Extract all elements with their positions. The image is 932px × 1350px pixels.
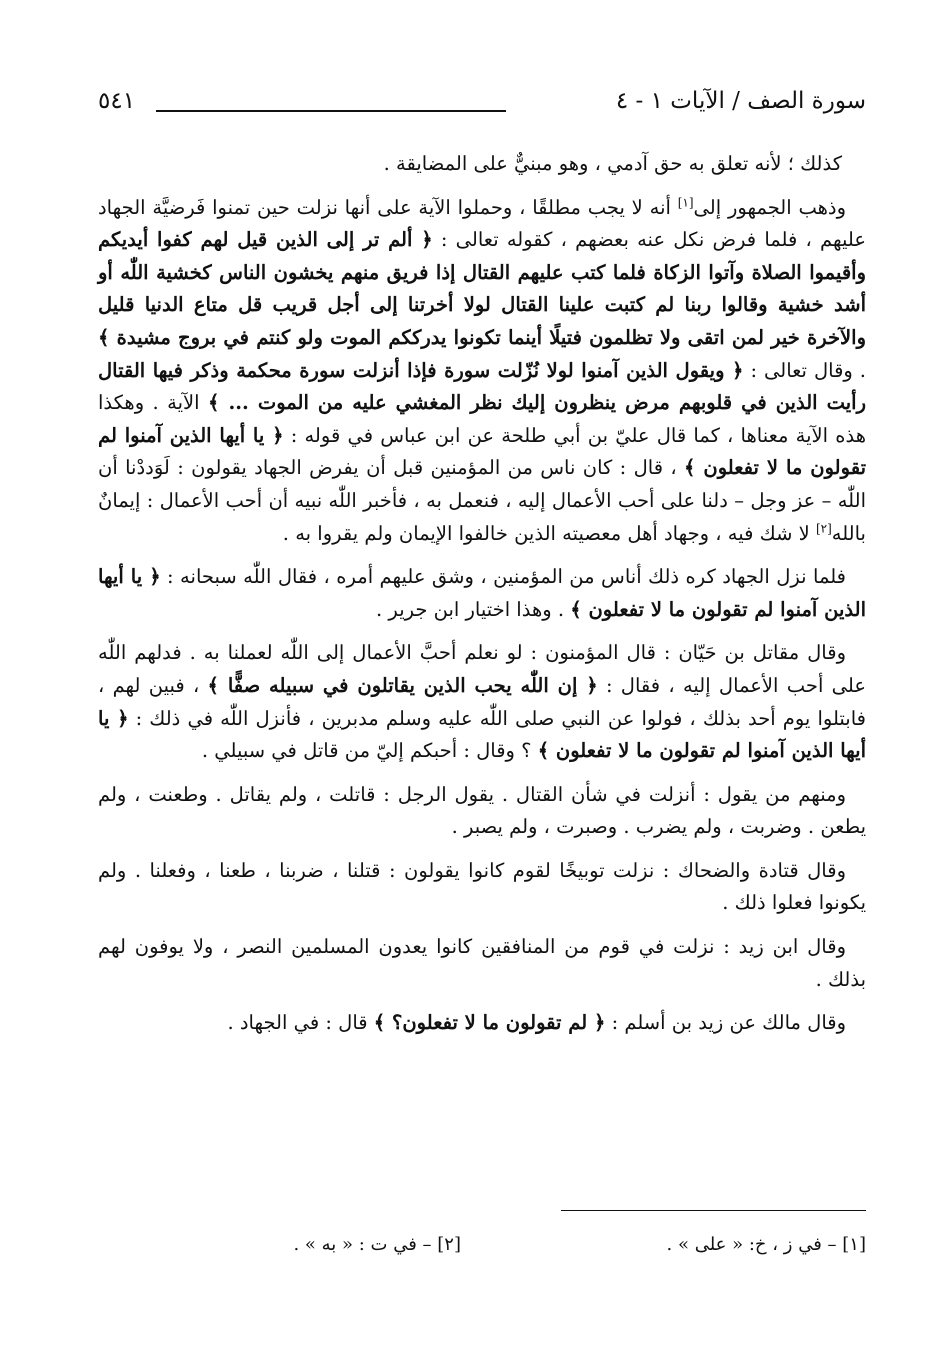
footnote-rule — [561, 1210, 866, 1211]
text-span: الآية . وهكذا هذه الآية معناها ، كما قال عليّ بن أبي طلحة عن ابن عباس في قوله : — [98, 391, 866, 447]
paragraph-8 — [98, 1007, 866, 1040]
text-span: وقال مالك عن زيد بن أسلم : — [605, 1011, 846, 1035]
paragraph-3 — [98, 561, 866, 626]
quran-quote: ﴿ إن اللّٰه يحب الذين يقاتلون في سبيله صفًّا ﴾ — [207, 673, 598, 697]
quran-quote: ﴿ يا أيها الذين آمنوا لم تقولون ما لا تفعلون ﴾ — [98, 423, 866, 480]
quran-quote: ﴿ ألم تر إلى الذين قيل لهم كفوا أيديكم وأقيموا الصلاة وآتوا الزكاة فلما كتب عليهم القتال إذا فريق منهم يخشون الناس كخشية اللّٰه أو أشد خشية وقالوا ربنا لم كتبت علينا القتال لولا أخرتنا إلى أجل قريب قل متاع الدنيا قليل والآخرة خير لمن اتقى ولا تظلمون فتيلًا أينما تكونوا يدرككم الموت ولو كنتم في بروج مشيدة ﴾ — [98, 228, 866, 349]
quran-quote: ﴿ ويقول الذين آمنوا لولا نُزّلت سورة فإذا أنزلت سورة محكمة وذكر فيها القتال رأيت الذين في قلوبهم مرض ينظرون إليك نظر المغشي عليه من الموت ... ﴾ — [98, 358, 866, 415]
header-rule — [156, 110, 506, 112]
text-span: وقال مقاتل بن حَيّان : قال المؤمنون : لو نعلم أحبَّ الأعمال إلى اللّٰه لعملنا به . فدلهم اللّٰه على أحب الأعمال إليه ، فقال : — [98, 641, 866, 697]
running-title: سورة الصف / الآيات ١ - ٤ — [615, 88, 866, 114]
footnote-2: [٢] – في ت : « به » . — [293, 1234, 461, 1255]
quran-quote: ﴿ يا أيها الذين آمنوا لم تقولون ما لا تفعلون ﴾ — [98, 706, 866, 763]
text-span: قال : في الجهاد . — [227, 1011, 374, 1035]
quran-quote: ﴿ يا أيها الذين آمنوا لم تقولون ما لا تفعلون ﴾ — [98, 565, 866, 621]
text-span: فلما نزل الجهاد كره ذلك أناس من المؤمنين ، وشق عليهم أمره ، فقال اللّٰه سبحانه : — [160, 565, 846, 589]
text-span: . وقال تعالى : — [743, 358, 866, 382]
page-header — [98, 88, 866, 128]
text-span: ؟ وقال : أحبكم إليّ من قاتل في سبيلي . — [201, 739, 538, 763]
text-span: كذلك ؛ لأنه تعلق به حق آدمي ، وهو مبنيٌّ على المضايقة . — [383, 152, 842, 175]
text-span: وقال ابن زيد : نزلت في قوم من المنافقين كانوا يعدون المسلمين النصر ، ولا يوفون لهم بذلك . — [98, 935, 866, 991]
text-span: لا شك فيه ، وجهاد أهل معصيته الذين خالفوا الإيمان ولم يقروا به . — [282, 521, 816, 545]
text-span: . وهذا اختيار ابن جرير . — [376, 597, 571, 621]
page-number: ٥٤١ — [98, 88, 136, 114]
text-span: ، قال : كان ناس من المؤمنين قبل أن يفرض الجهاد يقولون : لَوَددْنا أن اللّٰه – عز وجل – دلنا على أحب الأعمال إليه ، فنعمل به ، فأخبر اللّٰه نبيه أن أحب الأعمال : إيمانٌ بالله — [98, 456, 866, 545]
footnote-ref-1: [١] — [677, 195, 694, 210]
text-span: ومنهم من يقول : أنزلت في شأن القتال . يقول الرجل : قاتلت ، ولم يقاتل . وطعنت ، ولم يطعن . وضربت ، ولم يضرب . وصبرت ، ولم يصبر . — [98, 782, 866, 839]
footnote-1: [١] – في ز ، خ: « على » . — [666, 1234, 866, 1255]
footnotes — [98, 1234, 866, 1264]
footnote-ref-2: [٢] — [815, 521, 832, 536]
paragraph-2 — [98, 192, 866, 551]
text-span: أنه لا يجب مطلقًا ، وحملوا الآية على أنها نزلت حين تمنوا فَرضيَّة الجهاد عليهم ، فلما فرض نكل عنه بعضهم ، كقوله تعالى : — [98, 195, 867, 252]
text-span: وقال قتادة والضحاك : نزلت توبيخًا لقوم كانوا يقولون : قتلنا ، ضربنا ، طعنا ، وفعلنا . ولم يكونوا فعلوا ذلك . — [98, 858, 866, 915]
paragraph-4 — [98, 637, 866, 767]
quran-quote: ﴿ لم تقولون ما لا تفعلون؟ ﴾ — [373, 1011, 606, 1035]
paragraph-1 — [98, 148, 866, 181]
paragraph-6 — [98, 855, 866, 920]
page-body — [98, 148, 866, 1051]
paragraph-5 — [98, 779, 866, 844]
paragraph-7 — [98, 931, 866, 996]
text-span: وذهب الجمهور إلى — [693, 195, 846, 219]
text-span: ، فبين لهم ، فابتلوا يوم أحد بذلك ، فولوا عن النبي صلى اللّٰه عليه وسلم مدبرين ، فأنزل اللّٰه في ذلك : — [98, 673, 866, 730]
